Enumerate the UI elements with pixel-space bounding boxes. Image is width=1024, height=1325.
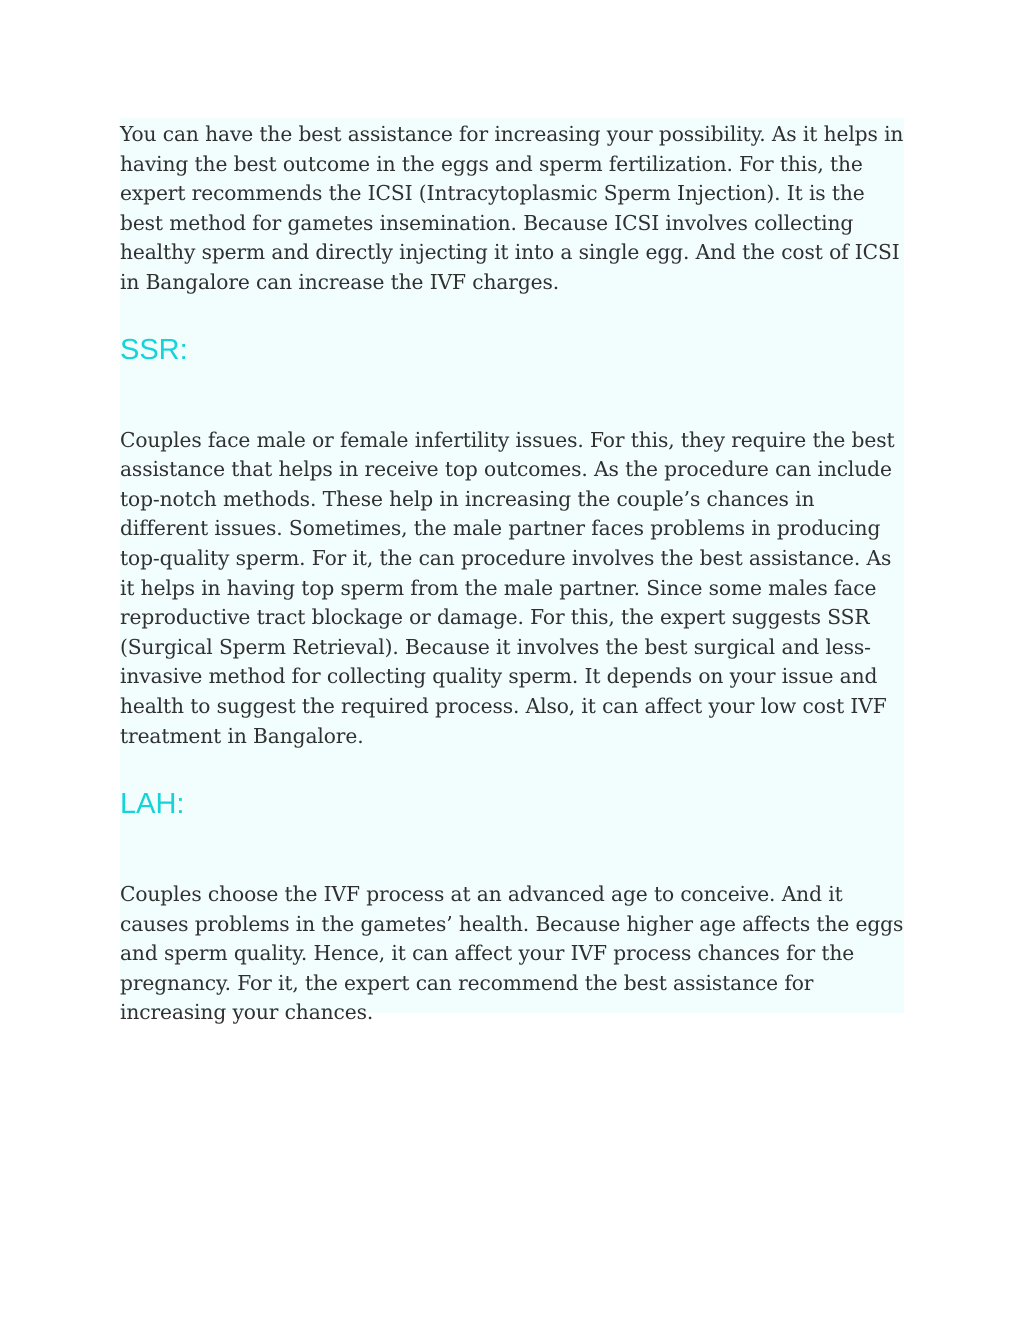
ssr-heading: SSR:: [120, 333, 188, 366]
intro-paragraph: You can have the best assistance for increasing your possibility. As it helps in having the best outcome in the eggs and sperm fertilization. For this, the expert recommends the ICSI (Intracytoplasmic Sperm Injection). It is the best method for gametes insemination. Because ICSI involves collecting healthy sperm and directly injecting it into a single egg. And the cost of ICSI in Bangalore can increase the IVF charges.: [120, 122, 904, 294]
lah-heading: LAH:: [120, 788, 185, 821]
lah-paragraph: Couples choose the IVF process at an advanced age to conceive. And it causes problems in the gametes’ health. Because higher age affects the eggs and sperm quality. Hence, it can affect your IVF process chances for the pregnancy. For it, the expert can recommend the best assistance for increasing your chances.: [120, 882, 904, 1025]
ssr-paragraph: Couples face male or female infertility issues. For this, they require the best assistance that helps in receive top outcomes. As the procedure can include top-notch methods. These help in increasing the couple’s chances in different issues. Sometimes, the male partner faces problems in producing top-quality sperm. For it, the can procedure involves the best assistance. As it helps in having top sperm from the male partner. Since some males face reproductive tract blockage or damage. For this, the expert suggests SSR (Surgical Sperm Retrieval). Because it involves the best surgical and less-invasive method for collecting quality sperm. It depends on your issue and health to suggest the required process. Also, it can affect your low cost IVF treatment in Bangalore.: [120, 427, 895, 748]
content-block: [120, 118, 904, 1025]
